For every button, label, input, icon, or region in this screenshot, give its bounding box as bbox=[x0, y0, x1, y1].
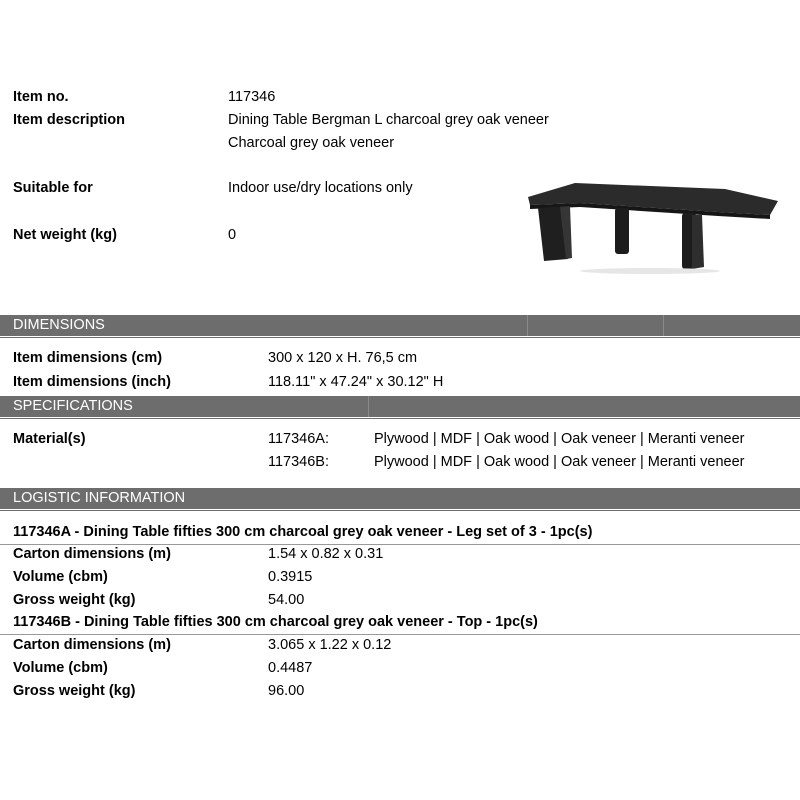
specifications-section-title: SPECIFICATIONS bbox=[13, 398, 133, 414]
gross-weight-label: Gross weight (kg) bbox=[13, 592, 136, 608]
part-title: 117346A - Dining Table fifties 300 cm charcoal grey oak veneer - Leg set of 3 - 1pc(s) bbox=[13, 524, 593, 540]
carton-dimensions-label: Carton dimensions (m) bbox=[13, 546, 171, 562]
volume-value: 0.3915 bbox=[268, 569, 313, 585]
material-list: Plywood | MDF | Oak wood | Oak veneer | Meranti veneer bbox=[374, 454, 745, 470]
item-dimensions-cm-value: 300 x 120 x H. 76,5 cm bbox=[268, 350, 418, 366]
volume-label: Volume (cbm) bbox=[13, 660, 108, 676]
section-underline bbox=[0, 418, 800, 419]
volume-label: Volume (cbm) bbox=[13, 569, 108, 585]
item-description-line-2: Charcoal grey oak veneer bbox=[228, 135, 395, 151]
material-code: 117346B: bbox=[268, 454, 330, 470]
net-weight-value: 0 bbox=[228, 227, 237, 243]
carton-dimensions-value: 1.54 x 0.82 x 0.31 bbox=[268, 546, 384, 562]
carton-dimensions-value: 3.065 x 1.22 x 0.12 bbox=[268, 637, 392, 653]
item-dimensions-cm-label: Item dimensions (cm) bbox=[13, 350, 163, 366]
section-underline bbox=[0, 337, 800, 338]
materials-label: Material(s) bbox=[13, 431, 86, 447]
gross-weight-value: 54.00 bbox=[268, 592, 305, 608]
item-dimensions-inch-label: Item dimensions (inch) bbox=[13, 374, 171, 390]
net-weight-label: Net weight (kg) bbox=[13, 227, 117, 243]
dimensions-section-title: DIMENSIONS bbox=[13, 317, 105, 333]
header-divider bbox=[527, 315, 528, 336]
material-code: 117346A: bbox=[268, 431, 330, 447]
logistic-section-header bbox=[0, 488, 800, 509]
material-list: Plywood | MDF | Oak wood | Oak veneer | Meranti veneer bbox=[374, 431, 745, 447]
gross-weight-value: 96.00 bbox=[268, 683, 305, 699]
item-dimensions-inch-value: 118.11" x 47.24" x 30.12" H bbox=[268, 374, 444, 390]
suitable-for-value: Indoor use/dry locations only bbox=[228, 180, 413, 196]
item-description-line-1: Dining Table Bergman L charcoal grey oak veneer bbox=[228, 112, 549, 128]
volume-value: 0.4487 bbox=[268, 660, 313, 676]
item-no-value: 117346 bbox=[228, 89, 276, 105]
header-divider bbox=[368, 396, 369, 417]
part-divider bbox=[0, 544, 800, 545]
suitable-for-label: Suitable for bbox=[13, 180, 93, 196]
header-divider bbox=[663, 315, 664, 336]
section-underline bbox=[0, 510, 800, 511]
carton-dimensions-label: Carton dimensions (m) bbox=[13, 637, 171, 653]
logistic-section-title: LOGISTIC INFORMATION bbox=[13, 490, 186, 506]
product-image bbox=[520, 175, 795, 280]
specifications-section-header bbox=[0, 396, 800, 417]
dimensions-section-header bbox=[0, 315, 800, 336]
gross-weight-label: Gross weight (kg) bbox=[13, 683, 136, 699]
part-title: 117346B - Dining Table fifties 300 cm charcoal grey oak veneer - Top - 1pc(s) bbox=[13, 614, 538, 630]
part-divider bbox=[0, 634, 800, 635]
item-no-label: Item no. bbox=[13, 89, 69, 105]
item-description-label: Item description bbox=[13, 112, 125, 128]
